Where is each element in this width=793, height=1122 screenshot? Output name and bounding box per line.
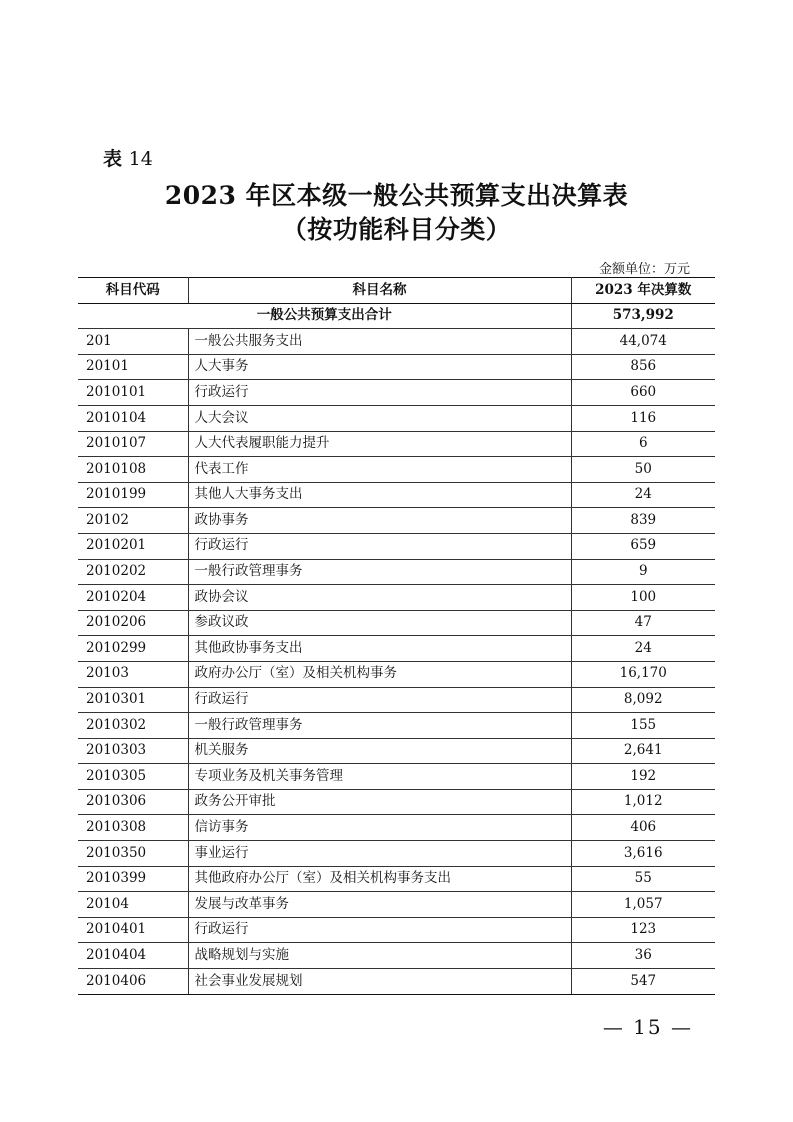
row-name: 其他人大事务支出 (188, 482, 571, 508)
row-amount: 55 (571, 866, 715, 892)
row-amount: 660 (571, 380, 715, 406)
row-amount: 123 (571, 917, 715, 943)
row-code: 2010302 (78, 713, 188, 739)
row-amount: 24 (571, 482, 715, 508)
row-amount: 155 (571, 713, 715, 739)
row-amount: 192 (571, 764, 715, 790)
table-label-prefix: 表 (103, 148, 123, 170)
row-amount: 6 (571, 431, 715, 457)
row-amount: 50 (571, 457, 715, 483)
table-row (78, 329, 715, 355)
table-row (78, 508, 715, 534)
table-row (78, 866, 715, 892)
table-row (78, 687, 715, 713)
row-code: 2010204 (78, 585, 188, 611)
total-row (78, 303, 715, 329)
document-title: 2023 年区本级一般公共预算支出决算表 (164, 181, 629, 210)
row-amount: 47 (571, 610, 715, 636)
row-code: 2010401 (78, 917, 188, 943)
table-row (78, 661, 715, 687)
row-name: 行政运行 (188, 917, 571, 943)
amount-unit-note: 金额单位：万元 (598, 262, 690, 277)
document-subtitle: （按功能科目分类） (281, 215, 512, 244)
row-amount: 3,616 (571, 841, 715, 867)
row-amount: 1,012 (571, 789, 715, 815)
row-name: 战略规划与实施 (188, 943, 571, 969)
row-name: 人大代表履职能力提升 (188, 431, 571, 457)
row-amount: 659 (571, 533, 715, 559)
row-code: 2010406 (78, 969, 188, 995)
row-name: 政协会议 (188, 585, 571, 611)
row-amount: 116 (571, 405, 715, 431)
table-row (78, 354, 715, 380)
row-amount: 16,170 (571, 661, 715, 687)
row-code: 2010199 (78, 482, 188, 508)
row-code: 2010206 (78, 610, 188, 636)
row-code: 2010107 (78, 431, 188, 457)
row-code: 2010201 (78, 533, 188, 559)
row-code: 2010305 (78, 764, 188, 790)
table-row (78, 533, 715, 559)
table-row (78, 892, 715, 918)
row-amount: 36 (571, 943, 715, 969)
row-name: 一般公共服务支出 (188, 329, 571, 355)
page-number: — 15 — (602, 1015, 693, 1039)
table-row (78, 738, 715, 764)
column-header-name: 科目名称 (188, 278, 571, 304)
row-name: 一般行政管理事务 (188, 713, 571, 739)
row-name: 参政议政 (188, 610, 571, 636)
table-row (78, 789, 715, 815)
row-amount: 1,057 (571, 892, 715, 918)
row-name: 行政运行 (188, 380, 571, 406)
row-code: 2010299 (78, 636, 188, 662)
table-row (78, 431, 715, 457)
column-header-amount: 2023 年决算数 (571, 278, 715, 304)
row-amount: 856 (571, 354, 715, 380)
row-amount: 100 (571, 585, 715, 611)
table-row (78, 457, 715, 483)
table-row (78, 636, 715, 662)
row-name: 政府办公厅（室）及相关机构事务 (188, 661, 571, 687)
row-amount: 2,641 (571, 738, 715, 764)
row-name: 发展与改革事务 (188, 892, 571, 918)
table-row (78, 559, 715, 585)
row-name: 事业运行 (188, 841, 571, 867)
row-code: 2010399 (78, 866, 188, 892)
row-name: 行政运行 (188, 687, 571, 713)
budget-table (78, 277, 715, 995)
row-amount: 839 (571, 508, 715, 534)
row-code: 20104 (78, 892, 188, 918)
row-amount: 406 (571, 815, 715, 841)
table-label (103, 144, 153, 171)
row-name: 机关服务 (188, 738, 571, 764)
row-name: 其他政协事务支出 (188, 636, 571, 662)
table-row (78, 405, 715, 431)
row-code: 2010104 (78, 405, 188, 431)
row-code: 2010306 (78, 789, 188, 815)
row-amount: 44,074 (571, 329, 715, 355)
row-name: 人大事务 (188, 354, 571, 380)
row-code: 201 (78, 329, 188, 355)
column-header-code: 科目代码 (78, 278, 188, 304)
row-name: 行政运行 (188, 533, 571, 559)
table-label-number: 14 (128, 148, 153, 170)
table-row (78, 380, 715, 406)
row-code: 2010108 (78, 457, 188, 483)
row-name: 其他政府办公厅（室）及相关机构事务支出 (188, 866, 571, 892)
total-label: 一般公共预算支出合计 (78, 303, 571, 329)
row-name: 专项业务及机关事务管理 (188, 764, 571, 790)
table-row (78, 917, 715, 943)
row-code: 2010202 (78, 559, 188, 585)
row-name: 信访事务 (188, 815, 571, 841)
row-amount: 8,092 (571, 687, 715, 713)
table-row (78, 815, 715, 841)
table-row (78, 482, 715, 508)
row-code: 2010303 (78, 738, 188, 764)
table-row (78, 969, 715, 995)
row-code: 20102 (78, 508, 188, 534)
row-amount: 9 (571, 559, 715, 585)
table-header-row (78, 278, 715, 304)
row-code: 2010350 (78, 841, 188, 867)
row-name: 政协事务 (188, 508, 571, 534)
table-row (78, 713, 715, 739)
row-code: 2010404 (78, 943, 188, 969)
row-name: 一般行政管理事务 (188, 559, 571, 585)
row-code: 2010301 (78, 687, 188, 713)
row-name: 社会事业发展规划 (188, 969, 571, 995)
row-code: 2010308 (78, 815, 188, 841)
table-row (78, 841, 715, 867)
row-amount: 24 (571, 636, 715, 662)
table-row (78, 764, 715, 790)
row-code: 2010101 (78, 380, 188, 406)
table-row (78, 610, 715, 636)
row-code: 20103 (78, 661, 188, 687)
row-amount: 547 (571, 969, 715, 995)
row-code: 20101 (78, 354, 188, 380)
table-row (78, 943, 715, 969)
table-row (78, 585, 715, 611)
row-name: 代表工作 (188, 457, 571, 483)
row-name: 政务公开审批 (188, 789, 571, 815)
total-value: 573,992 (571, 303, 715, 329)
row-name: 人大会议 (188, 405, 571, 431)
